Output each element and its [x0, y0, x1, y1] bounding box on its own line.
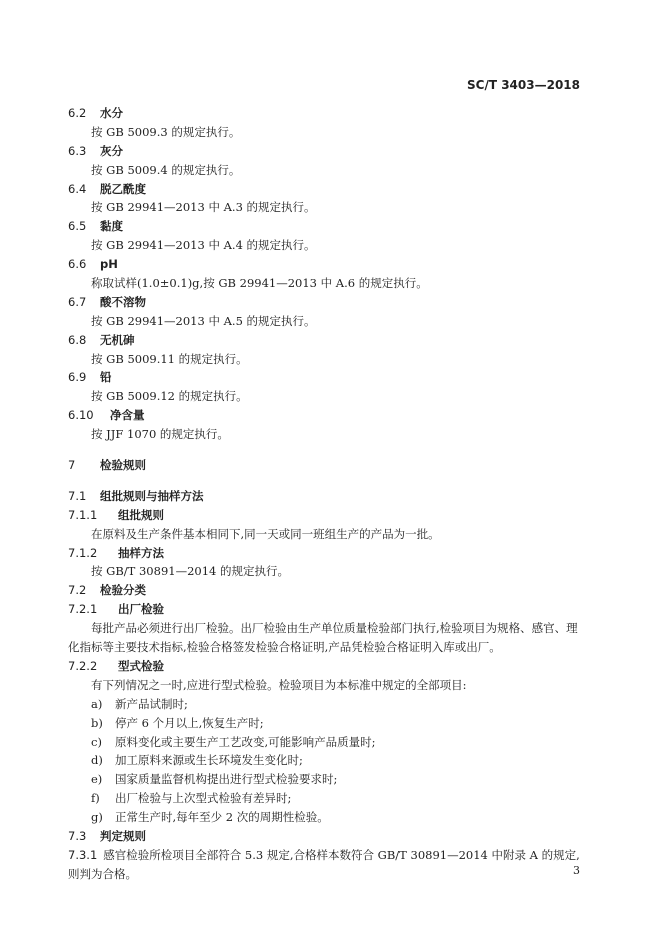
section-number: 6.8: [68, 332, 87, 347]
list-item: [68, 733, 582, 752]
list-item-text: 出厂检验与上次型式检验有差异时;: [115, 791, 292, 806]
list-item: [68, 714, 582, 733]
section-title: 出厂检验: [118, 602, 164, 617]
section-heading: [68, 581, 582, 600]
section-heading: [68, 827, 582, 846]
list-item: [68, 695, 582, 714]
section-title: pH: [100, 257, 118, 272]
list-item-text: 国家质量监督机构提出进行型式检验要求时;: [115, 772, 338, 787]
section-heading: [68, 487, 582, 506]
body-text: 按 GB 29941—2013 中 A.5 的规定执行。: [91, 313, 316, 328]
section-title: 脱乙酰度: [100, 181, 146, 196]
list-item: [68, 751, 582, 770]
section-heading: [68, 180, 582, 199]
section-number: 6.4: [68, 181, 87, 196]
list-item: [68, 808, 582, 827]
section-heading: [68, 506, 582, 525]
section-title: 抽样方法: [118, 545, 164, 560]
body-text: 按 GB 29941—2013 中 A.4 的规定执行。: [91, 238, 316, 253]
body-text: 按 GB 5009.4 的规定执行。: [91, 162, 241, 177]
section-number: 6.5: [68, 219, 87, 234]
section-number: 6.9: [68, 370, 87, 385]
list-marker: f): [91, 791, 100, 806]
body-text: 按 JJF 1070 的规定执行。: [91, 427, 229, 442]
section-title: 黏度: [100, 219, 123, 234]
body-text: 按 GB/T 30891—2014 的规定执行。: [91, 564, 289, 579]
section-title: 检验分类: [100, 583, 146, 598]
section-number: 7: [68, 458, 76, 473]
section-number: 7.1.2: [68, 545, 98, 560]
section-number: 7.2: [68, 583, 87, 598]
section-number: 6.6: [68, 257, 87, 272]
section-number: 6.2: [68, 106, 87, 120]
list-item-text: 加工原料来源或生长环境发生变化时;: [115, 753, 303, 768]
body-text: 按 GB 29941—2013 中 A.3 的规定执行。: [91, 200, 316, 215]
section-heading: [68, 368, 582, 387]
section-title: 净含量: [110, 408, 145, 423]
section-heading: [68, 600, 582, 619]
body-text: 按 GB 5009.12 的规定执行。: [91, 389, 248, 404]
list-marker: e): [91, 772, 103, 787]
list-item: [68, 789, 582, 808]
section-number: 6.3: [68, 143, 87, 158]
list-item-text: 正常生产时,每年至少 2 次的周期性检验。: [115, 810, 329, 825]
section-title: 水分: [100, 106, 123, 120]
spacer: [68, 475, 582, 487]
section-title: 判定规则: [100, 828, 146, 843]
list-marker: d): [91, 753, 103, 768]
body-text: 按 GB 5009.11 的规定执行。: [91, 351, 248, 366]
section-title: 酸不溶物: [100, 294, 146, 309]
section-title: 组批规则: [118, 507, 164, 522]
body-text: 有下列情况之一时,应进行型式检验。检验项目为本标准中规定的全部项目:: [91, 677, 467, 692]
section-number: 7.3.1: [68, 847, 98, 862]
section-heading: [68, 255, 582, 274]
section-title: 检验规则: [100, 458, 146, 473]
standard-code: SC/T 3403—2018: [467, 78, 580, 92]
section-title: 组批规则与抽样方法: [100, 488, 204, 503]
list-item-text: 停产 6 个月以上,恢复生产时;: [115, 715, 264, 730]
paragraph-text: 感官检验所检项目全部符合 5.3 规定,合格样本数符合 GB/T 30891—2014 中附录 A 的规定,则判为合格。: [68, 847, 580, 881]
section-number: 7.1: [68, 488, 87, 503]
section-number: 7.3: [68, 828, 87, 843]
spacer: [68, 444, 582, 456]
body-text: 在原料及生产条件基本相同下,同一天或同一班组生产的产品为一批。: [91, 526, 440, 541]
document-body: [68, 104, 582, 884]
section-number: 7.1.1: [68, 507, 98, 522]
list-marker: g): [91, 810, 103, 825]
list-marker: b): [91, 715, 103, 730]
list-item-text: 新产品试制时;: [115, 696, 188, 711]
section-heading: [68, 657, 582, 676]
section-number: 7.2.1: [68, 602, 98, 617]
section-heading: [68, 544, 582, 563]
page-number: 3: [573, 864, 580, 877]
section-title: 灰分: [100, 143, 123, 158]
section-number: 7.2.2: [68, 658, 98, 673]
section-number: 6.7: [68, 294, 87, 309]
section-heading: [68, 293, 582, 312]
numbered-paragraph: [68, 846, 582, 884]
body-text: 按 GB 5009.3 的规定执行。: [91, 124, 241, 139]
section-number: 6.10: [68, 408, 94, 423]
section-title: 铅: [100, 370, 112, 385]
paragraph: 每批产品必须进行出厂检验。出厂检验由生产单位质量检验部门执行,检验项目为规格、感官、理化指标等主要技术指标,检验合格签发检验合格证明,产品凭检验合格证明入库或出厂。: [68, 621, 578, 655]
section-heading: [68, 331, 582, 350]
body-text: 称取试样(1.0±0.1)g,按 GB 29941—2013 中 A.6 的规定执行。: [91, 276, 428, 291]
section-heading: [68, 217, 582, 236]
list-marker: c): [91, 734, 102, 749]
list-item: [68, 770, 582, 789]
section-heading: [68, 142, 582, 161]
section-heading: [68, 456, 582, 475]
list-item-text: 原料变化或主要生产工艺改变,可能影响产品质量时;: [115, 734, 376, 749]
section-title: 型式检验: [118, 658, 164, 673]
section-heading: [68, 406, 582, 425]
list-marker: a): [91, 696, 103, 711]
section-heading: [68, 104, 582, 123]
section-title: 无机砷: [100, 332, 135, 347]
